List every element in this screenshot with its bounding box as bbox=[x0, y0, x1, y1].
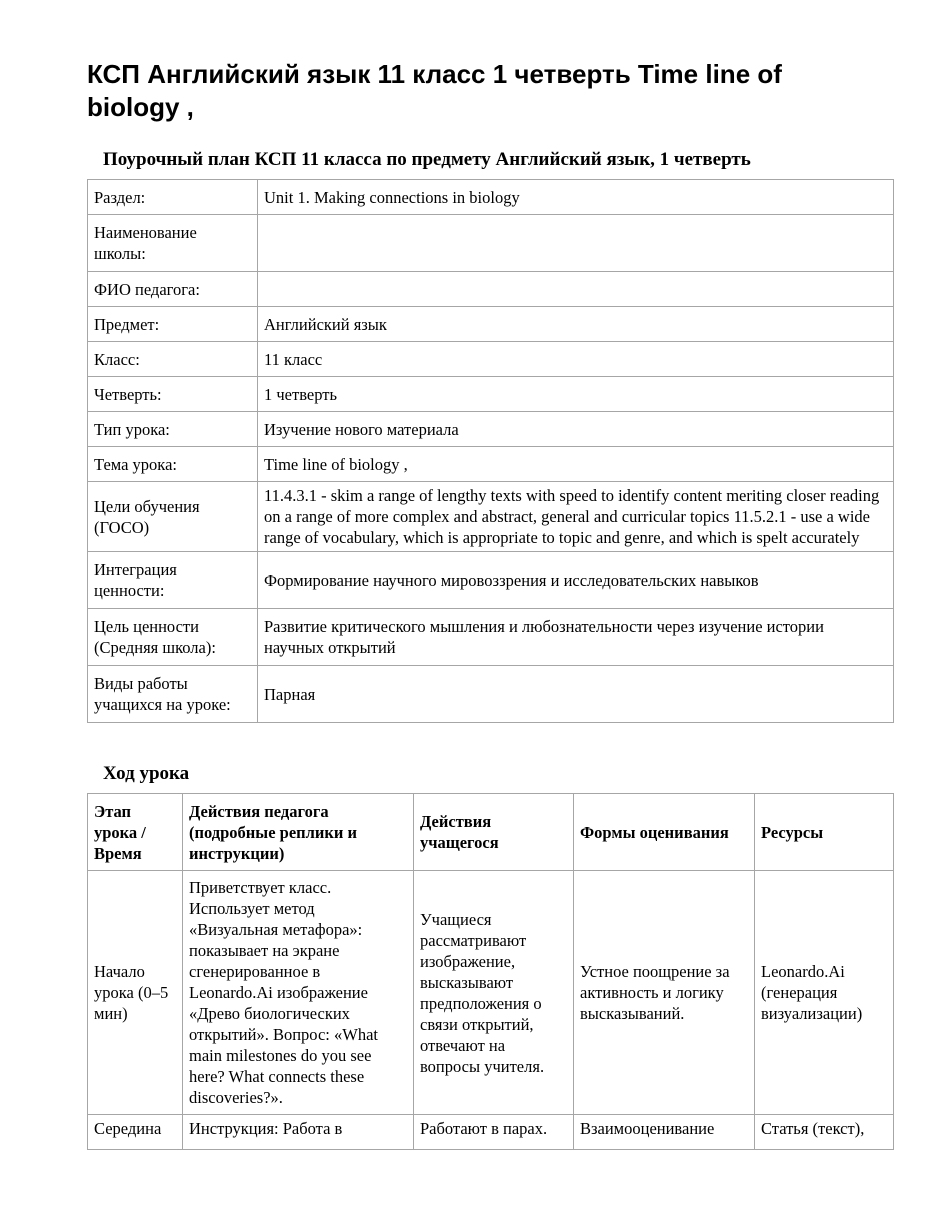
row-label-quarter: Четверть: bbox=[88, 377, 258, 412]
header-teacher-actions: Действия педагога (подробные реплики и инструкции) bbox=[183, 794, 414, 871]
row-label-section: Раздел: bbox=[88, 180, 258, 215]
header-stage: Этап урока / Время bbox=[88, 794, 183, 871]
lesson-progress-table bbox=[87, 793, 894, 1150]
lesson-plan-subtitle: Поурочный план КСП 11 класса по предмету Английский язык, 1 четверть bbox=[103, 149, 751, 170]
row-label-objectives: Цели обучения (ГОСО) bbox=[88, 482, 258, 552]
row-value-topic: Time line of biology , bbox=[258, 447, 894, 482]
row-label-work-types: Виды работы учащихся на уроке: bbox=[88, 666, 258, 723]
table-row bbox=[88, 412, 894, 447]
cell-assessment: Взаимооценивание bbox=[574, 1115, 755, 1150]
table-header-row bbox=[88, 794, 894, 871]
row-value-value-integration: Формирование научного мировоззрения и исследовательских навыков bbox=[258, 552, 894, 609]
cell-teacher-actions: Инструкция: Работа в bbox=[183, 1115, 414, 1150]
cell-student-actions: Работают в парах. bbox=[414, 1115, 574, 1150]
header-resources: Ресурсы bbox=[755, 794, 894, 871]
row-label-value-integration: Интеграция ценности: bbox=[88, 552, 258, 609]
row-value-objectives: 11.4.3.1 - skim a range of lengthy texts with speed to identify content meriting closer reading on a range of more complex and abstract, general and curricular topics 11.5.2.1 - use a wide range of vocabulary, which is appropriate to topic and genre, and which is spelt accurately bbox=[258, 482, 894, 552]
row-value-value-goal: Развитие критического мышления и любознательности через изучение истории научных открытий bbox=[258, 609, 894, 666]
cell-stage: Начало урока (0–5 мин) bbox=[88, 871, 183, 1115]
table-row bbox=[88, 552, 894, 609]
table-row bbox=[88, 666, 894, 723]
cell-student-actions: Учащиеся рассматривают изображение, высказывают предположения о связи открытий, отвечают на вопросы учителя. bbox=[414, 871, 574, 1115]
cell-stage: Середина bbox=[88, 1115, 183, 1150]
row-label-grade: Класс: bbox=[88, 342, 258, 377]
row-value-lesson-type: Изучение нового материала bbox=[258, 412, 894, 447]
table-row bbox=[88, 272, 894, 307]
table-row bbox=[88, 609, 894, 666]
cell-assessment: Устное поощрение за активность и логику высказываний. bbox=[574, 871, 755, 1115]
header-student-actions: Действия учащегося bbox=[414, 794, 574, 871]
row-value-section: Unit 1. Making connections in biology bbox=[258, 180, 894, 215]
table-row bbox=[88, 307, 894, 342]
row-label-topic: Тема урока: bbox=[88, 447, 258, 482]
row-value-school bbox=[258, 215, 894, 272]
table-row bbox=[88, 180, 894, 215]
table-row bbox=[88, 377, 894, 412]
cell-teacher-actions: Приветствует класс. Использует метод «Визуальная метафора»: показывает на экране сгенерированное в Leonardo.Ai изображение «Древо биологических открытий». Вопрос: «What main milestones do you see here? What connects these discoveries?». bbox=[183, 871, 414, 1115]
table-row bbox=[88, 482, 894, 552]
row-value-subject: Английский язык bbox=[258, 307, 894, 342]
cell-resources: Статья (текст), bbox=[755, 1115, 894, 1150]
row-value-work-types: Парная bbox=[258, 666, 894, 723]
table-row bbox=[88, 342, 894, 377]
header-assessment: Формы оценивания bbox=[574, 794, 755, 871]
row-value-grade: 11 класс bbox=[258, 342, 894, 377]
row-label-school: Наименование школы: bbox=[88, 215, 258, 272]
row-label-teacher: ФИО педагога: bbox=[88, 272, 258, 307]
row-label-lesson-type: Тип урока: bbox=[88, 412, 258, 447]
table-row bbox=[88, 1115, 894, 1150]
lesson-info-table bbox=[87, 179, 894, 723]
row-label-subject: Предмет: bbox=[88, 307, 258, 342]
row-label-value-goal: Цель ценности (Средняя школа): bbox=[88, 609, 258, 666]
table-row bbox=[88, 215, 894, 272]
table-row bbox=[88, 871, 894, 1115]
page-title: КСП Английский язык 11 класс 1 четверть Time line of biology , bbox=[87, 59, 782, 122]
lesson-progress-heading: Ход урока bbox=[103, 763, 190, 784]
table-row bbox=[88, 447, 894, 482]
cell-resources: Leonardo.Ai (генерация визуализации) bbox=[755, 871, 894, 1115]
row-value-teacher bbox=[258, 272, 894, 307]
row-value-quarter: 1 четверть bbox=[258, 377, 894, 412]
